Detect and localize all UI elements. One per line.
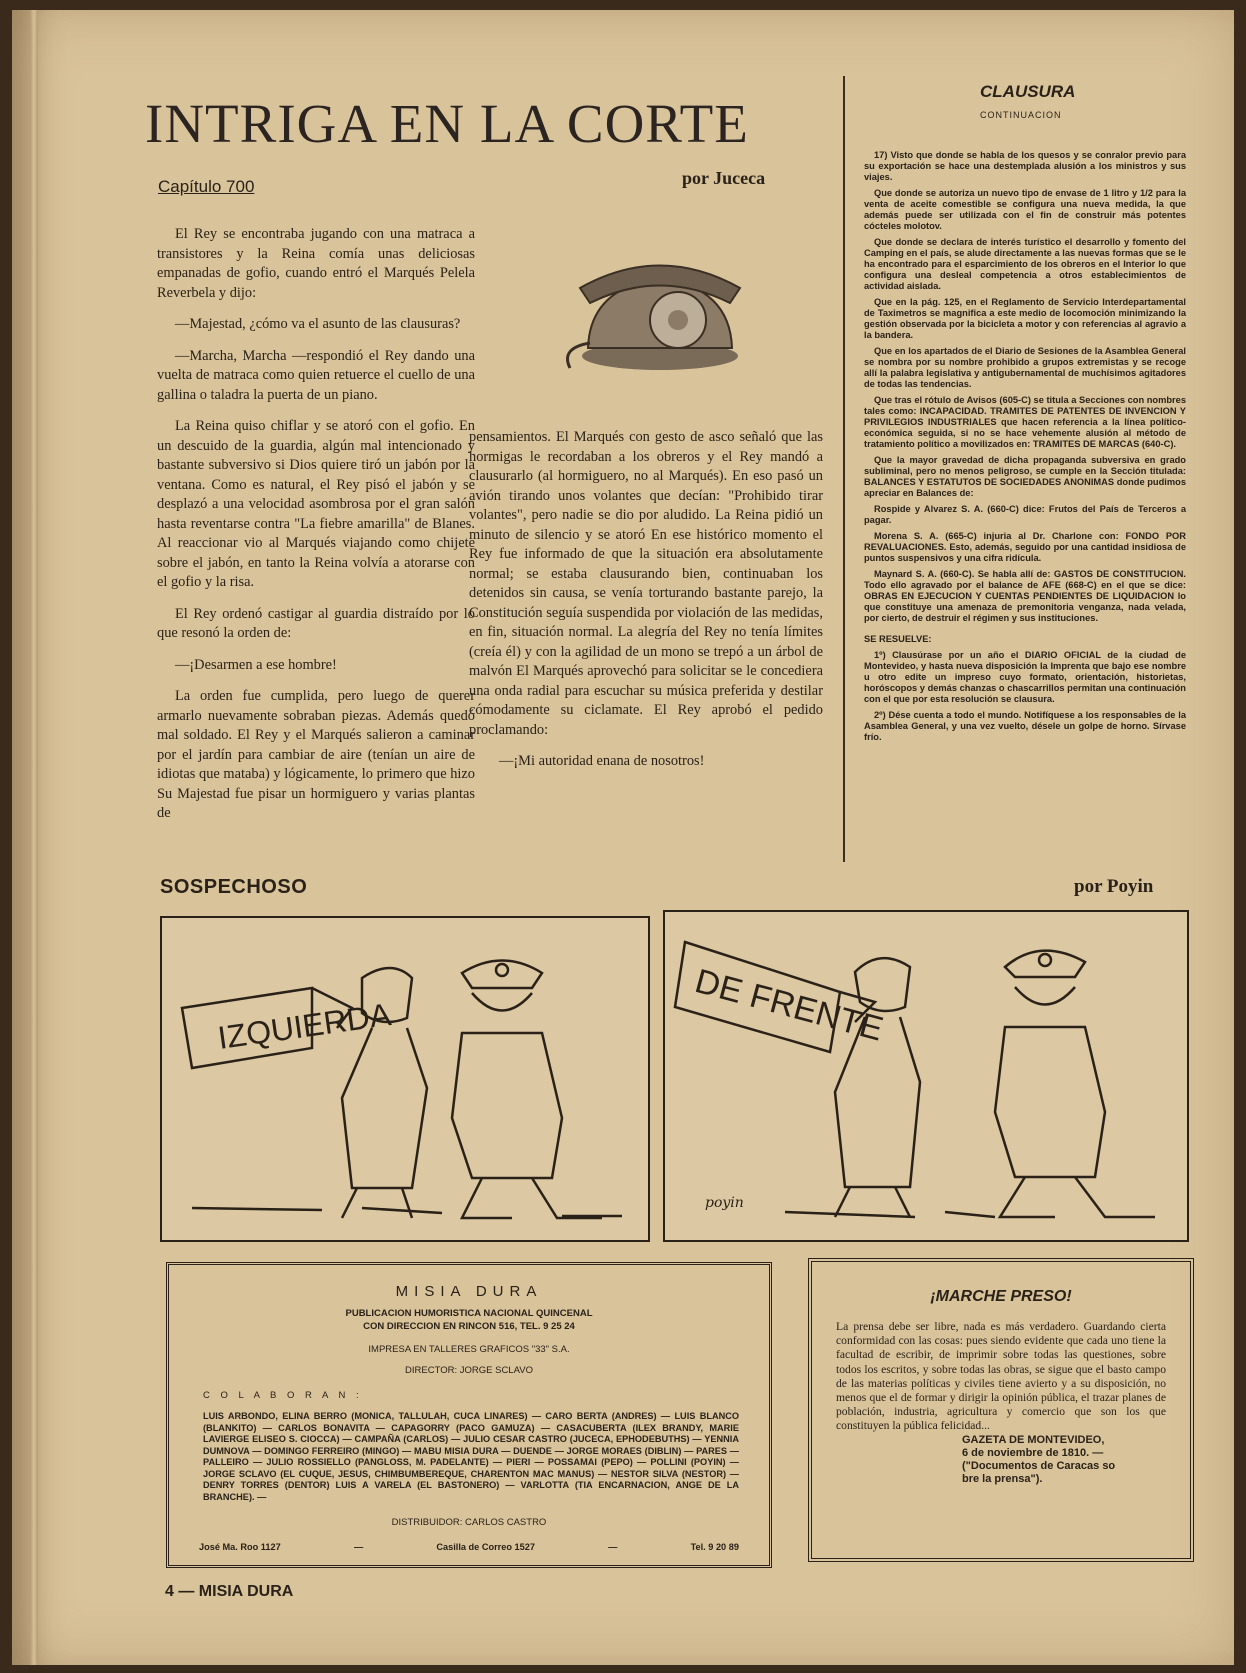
source-line: ("Documentos de Caracas so xyxy=(962,1459,1116,1472)
marche-text: La prensa debe ser libre, nada es más verdadero. Guardando cierta conformidad con las cosas: pues siendo evidente que cada uno tiene la facultad de escribir, de imprimir sobre todas las questiones, sobre todos los escritos, y sobre todas las obras, se sigue que el basto campo de las materias políticas y civiles tiene avierto y a su disposición, no menos que el de formar y dirigir la opinión pública, el trazar planes de población, industria, agricultura y comercio que son los que constituyen la pública felicidad... xyxy=(836,1320,1166,1433)
comic-panel-2-text: DE FRENTE xyxy=(691,961,888,1049)
page-footer: 4 — MISIA DURA xyxy=(165,1583,294,1600)
comic-byline: por Poyin xyxy=(1074,876,1154,897)
article-column-2 xyxy=(469,428,823,784)
separator: — xyxy=(608,1542,618,1552)
marche-source xyxy=(962,1434,1166,1486)
paragraph: El Rey ordenó castigar al guardia distraído por lo que resonó la orden de: xyxy=(157,605,475,641)
source-line: 6 de noviembre de 1810. — xyxy=(962,1446,1104,1459)
collaborators-list: LUIS ARBONDO, ELINA BERRO (MONICA, TALLULAH, CUCA LINARES) — CARO BERTA (ANDRES) — LUIS BLANCO (BLANKITO) — CARLOS BONAVITA — CAPAGORRY (PACO GAMUZA) — CASACUBERTA (ILEX BRANDY, MARIE LAVIERGE ELISEO S. CIOCCA) — CAMPAÑA (CARLOS) — JULIO CESAR CASTRO (JUCECA, EPHODEBUTHS) — YENNIA DUMNOVA — DOMINGO FERREIRO (MINGO) — MABU MISIA DURA — DUENDE — JORGE MORAES (DIBLIN) — PARES — PALLEIRO — JULIO ROSSIELLO (PANGLOSS, M. PADELANTE) — PIERI — POSSAMAI (PEPO) — POLLINI (POYIN) — JORGE SCLAVO (EL CUQUE, JESUS, CHIMBUMBEREQUE, CHARENTON MAC MANUS) — NESTOR SILVA (NESTOR) — DENRY TORRES (DENTOR) LUIS A VARELA (EL BASTONERO) — VARLOTTA (TIA ENCARNACION, ANGE DE LA BRANCHE). — xyxy=(203,1411,739,1502)
source-line: bre la prensa"). xyxy=(962,1472,1043,1485)
paragraph: —¡Mi autoridad enana de nosotros! xyxy=(499,753,705,769)
paragraph: Morena S. A. (665-C) injuria al Dr. Charlone con: FONDO POR REVALUACIONES. Esto, además, seguido por una cantidad insidiosa de puntos suspensivos y una cifra ridícula. xyxy=(864,531,1186,563)
paragraph: Que la mayor gravedad de dicha propaganda subversiva en grado subliminal, pero no menos peligroso, se cumple en la Sección titulada: BALANCES Y ESTATUTOS DE SOCIEDADES ANONIMAS donde pudimos apreciar en Balances de: xyxy=(864,455,1186,498)
article-column-1 xyxy=(157,225,475,836)
masthead-box xyxy=(166,1262,772,1568)
comic-panel-1-text: IZQUIERDA xyxy=(215,996,394,1056)
comic-signature: poyin xyxy=(705,1195,744,1211)
paragraph: Que en los apartados de el Diario de Sesiones de la Asamblea General se nombra por su nombre prohibido a grupos extremistas y se recoge allí la palabra legislativa y antigubernamental de muchísimos agitadores de todas las tendencias. xyxy=(864,346,1186,389)
publication-name: MISIA DURA xyxy=(395,1283,543,1300)
telephone: Tel. 9 20 89 xyxy=(690,1542,739,1552)
clausura-heading: CLAUSURA xyxy=(980,82,1076,101)
paragraph: 2º) Dése cuenta a todo el mundo. Notifíquese a los responsables de la Asamblea General, y una vez vuelto, désele un golpe de horno. Sírvase frío. xyxy=(864,710,1186,742)
paragraph: —¡Desarmen a ese hombre! xyxy=(175,656,337,673)
paragraph: Que en la pág. 125, en el Reglamento de Servicio Interdepartamental de Taximetros se magnifica a este medio de locomoción minimizando la gestión observada por la bicicleta a motor y con referencias al agravio a la bandera. xyxy=(864,297,1186,340)
paragraph: Que donde se autoriza un nuevo tipo de envase de 1 litro y 1/2 para la venta de aceite comestible se configura una nueva medida, la que además puede ser utilizada con el fin de construir más potentes cócteles molotov. xyxy=(864,188,1186,231)
collaborators-label: C O L A B O R A N : xyxy=(203,1390,363,1401)
paragraph: 1º) Clausúrase por un año el DIARIO OFICIAL de la ciudad de Montevideo, y hasta nueva disposición la Imprenta que bajo ese nombre u otro edite un impreso cuyo formato, orientación, historietas, horóscopos y demás chanzas o chascarrillos permitan una continuación con el que por esta resolución se clausura. xyxy=(864,650,1186,704)
source-line: GAZETA DE MONTEVIDEO, xyxy=(962,1433,1105,1446)
separator: — xyxy=(353,1542,364,1552)
printer-line: IMPRESA EN TALLERES GRAFICOS "33" S.A. xyxy=(368,1344,570,1355)
paragraph: 17) Visto que donde se habla de los quesos y se conralor previo para su exportación se hace una destemplada alusión a los ministros y sus viajes. xyxy=(864,150,1186,182)
director-line: DIRECTOR: JORGE SCLAVO xyxy=(405,1365,533,1376)
paragraph: Que donde se declara de interés turístico el desarrollo y fomento del Camping en el país, se alude directamente a las nuevas formas que se le ha encontrado para el esparcimiento de los obreros en el Interior lo que configura una desleal competencia a otros establecimientos de actividad aislada. xyxy=(864,237,1186,291)
telephone-illustration xyxy=(560,248,750,378)
binding-edge xyxy=(30,10,38,1665)
paragraph: pensamientos. El Marqués con gesto de asco señaló que las hormigas le recordaban a los obreros y el Rey mandó a clausurarlo (al hormiguero, no al Marqués). En eso pasó un avión tirando unos volantes que decían: "Prohibido tirar volantes", pero nadie se dio por aludido. La Reina pidió un minuto de silencio y se atoró En ese histórico momento el Rey fue informado de que la situación era absolutamente normal; se estaba clausurando bien, continuaban los detenidos sin causa, se venía torturando bastante parejo, la Constitución seguía suspendida por violación de las medidas, en fin, situación normal. La alegría del Rey no tenía límites (creía él) y con la agilidad de un mono se trepó a un árbol de malvón El Marqués aprovechó para solicitar se le concediera una onda radial para escuchar su música preferida y destilar cómodamente su ciclamate. El Rey aprobó el pedido proclamando: xyxy=(469,429,823,738)
address: José Ma. Roo 1127 xyxy=(199,1542,281,1552)
clausura-column xyxy=(864,150,1186,748)
paragraph: Rospide y Alvarez S. A. (660-C) dice: Frutos del País de Terceros a pagar. xyxy=(864,504,1186,525)
publication-line-2: CON DIRECCION EN RINCON 516, TEL. 9 25 24 xyxy=(363,1321,575,1332)
paragraph: Que tras el rótulo de Avisos (605-C) se titula a Secciones con nombres tales como: INCAPACIDAD. TRAMITES DE PATENTES DE INVENCION Y PRIVILEGIOS INDUSTRIALES que hacen referencia a la línea político-económica seguida, si no se hace vehemente alusión al método de tratamiento político a movilizados en: TRAMITES DE MARCAS (640-C). xyxy=(864,395,1186,449)
po-box: Casilla de Correo 1527 xyxy=(436,1542,535,1552)
column-rule xyxy=(843,76,845,862)
distributor-line: DISTRIBUIDOR: CARLOS CASTRO xyxy=(391,1517,547,1528)
paragraph: Maynard S. A. (660-C). Se habla allí de: GASTOS DE CONSTITUCION. Todo ello agravado por el balance de AFE (668-C) en el que se dice: OBRAS EN EJECUCION Y CUENTAS PENDIENTES DE LIQUIDACION lo que constituye una amenaza de premonitoria venganza, nada velada, por cierto, de destruir el régimen y sus instituciones. xyxy=(864,569,1186,623)
chapter-label: Capítulo 700 xyxy=(158,177,255,196)
article-title: INTRIGA EN LA CORTE xyxy=(145,93,749,154)
paragraph: La Reina quiso chiflar y se atoró con el gofio. En un descuido de la guardia, algún mal intencionado y bastante subversivo si Dios quiere tiró un jabón por la ventana. Como es natural, el Rey pisó el jabón y se desplazó a una velocidad asombrosa por el gran salón hasta reventarse contra "La fiebre amarilla" de Blanes. Al reaccionar vio al Marqués viajando como chijete sobre el jabón, en tanto la Reina volvía a atorarse con el gofio y la risa. xyxy=(157,418,475,590)
article-byline: por Juceca xyxy=(682,168,766,188)
contact-line xyxy=(199,1542,739,1552)
comic-title: SOSPECHOSO xyxy=(160,876,308,898)
paragraph: —Marcha, Marcha —respondió el Rey dando una vuelta de matraca como quien retuerce el cuello de una gallina o taladra la puerta de un piano. xyxy=(157,347,475,403)
marche-heading: ¡MARCHE PRESO! xyxy=(930,1288,1072,1305)
publication-line-1: PUBLICACION HUMORISTICA NACIONAL QUINCENAL xyxy=(345,1308,593,1319)
marche-preso-box xyxy=(808,1258,1194,1562)
clausura-subheading: CONTINUACION xyxy=(980,110,1062,120)
paragraph: La orden fue cumplida, pero luego de querer armarlo nuevamente sobraban piezas. Además quedó mal soldado. El Rey y el Marqués salieron a caminar por el jardín para cambiar de aire (tenían un aire de idiotas que mataba) y lógicamente, lo primero que hizo Su Majestad fue pisar un hormiguero y varias plantas de xyxy=(157,688,475,821)
resuelve-label: SE RESUELVE: xyxy=(864,634,932,644)
paragraph: —Majestad, ¿cómo va el asunto de las clausuras? xyxy=(175,316,461,332)
comic-panel-2 xyxy=(663,910,1189,1242)
comic-panel-1 xyxy=(160,916,650,1242)
paragraph: El Rey se encontraba jugando con una matraca a transistores y la Reina comía unas deliciosas empanadas de gofio, cuando entró el Marqués Pelela Reverbela y dijo: xyxy=(157,226,475,301)
